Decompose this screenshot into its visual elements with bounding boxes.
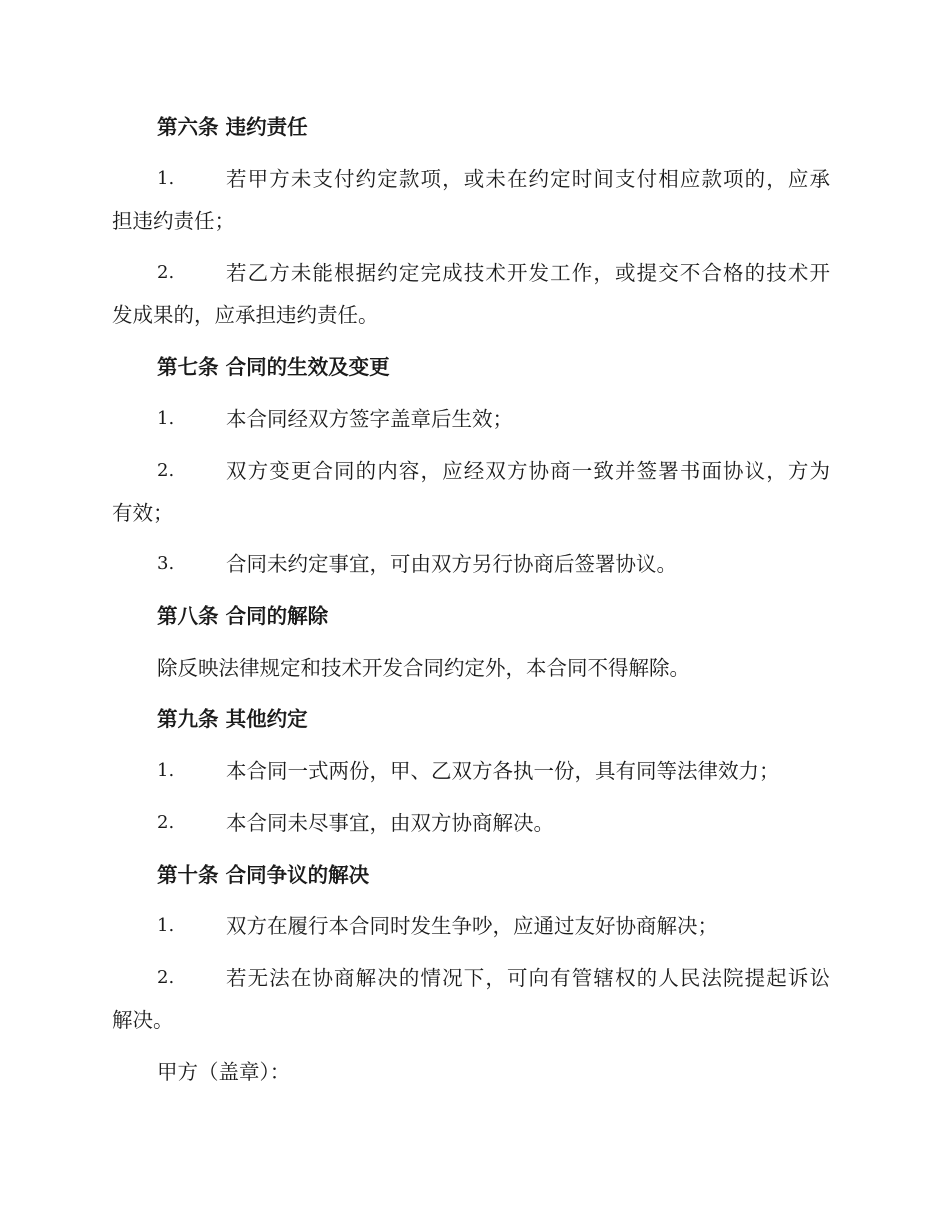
article-7-item-1-number: 1. xyxy=(157,408,175,429)
article-9-item-2-text: 本合同未尽事宜，由双方协商解决。 xyxy=(226,811,554,835)
article-6-item-2-continuation: 发成果的，应承担违约责任。 xyxy=(112,303,379,327)
article-7-item-1-text: 本合同经双方签字盖章后生效； xyxy=(226,407,513,431)
article-7-heading: 第七条 合同的生效及变更 xyxy=(157,355,390,379)
article-9-item-1-number: 1. xyxy=(157,760,175,781)
article-9-heading: 第九条 其他约定 xyxy=(157,707,308,731)
article-10-item-2-text: 若无法在协商解决的情况下，可向有管辖权的人民法院提起诉讼 xyxy=(226,966,830,990)
article-10-item-2-number: 2. xyxy=(157,967,175,988)
article-8-heading: 第八条 合同的解除 xyxy=(157,604,329,628)
article-6-item-1-continuation: 担违约责任； xyxy=(112,209,235,233)
article-7-item-2-text: 双方变更合同的内容，应经双方协商一致并签署书面协议，方为 xyxy=(226,459,830,483)
article-10-heading: 第十条 合同争议的解决 xyxy=(157,863,370,887)
article-10-item-2-continuation: 解决。 xyxy=(112,1008,174,1032)
article-7-item-2-continuation: 有效； xyxy=(112,501,174,525)
article-9-item-2-number: 2. xyxy=(157,812,175,833)
party-a-signature-label: 甲方（盖章）： xyxy=(157,1060,291,1084)
article-8-paragraph: 除反映法律规定和技术开发合同约定外，本合同不得解除。 xyxy=(157,656,690,680)
article-6-heading: 第六条 违约责任 xyxy=(157,115,308,139)
article-7-item-2-number: 2. xyxy=(157,460,175,481)
article-6-item-2-number: 2. xyxy=(157,262,175,283)
article-10-item-1-text: 双方在履行本合同时发生争吵，应通过友好协商解决； xyxy=(226,914,718,938)
article-6-item-1-text: 若甲方未支付约定款项，或未在约定时间支付相应款项的，应承 xyxy=(226,167,830,191)
article-10-item-1-number: 1. xyxy=(157,915,175,936)
article-6-item-2-text: 若乙方未能根据约定完成技术开发工作，或提交不合格的技术开 xyxy=(226,261,830,285)
article-9-item-1-text: 本合同一式两份，甲、乙双方各执一份，具有同等法律效力； xyxy=(226,759,780,783)
article-7-item-3-number: 3. xyxy=(157,553,175,574)
article-6-item-1-number: 1. xyxy=(157,168,175,189)
article-7-item-3-text: 合同未约定事宜，可由双方另行协商后签署协议。 xyxy=(226,552,677,576)
